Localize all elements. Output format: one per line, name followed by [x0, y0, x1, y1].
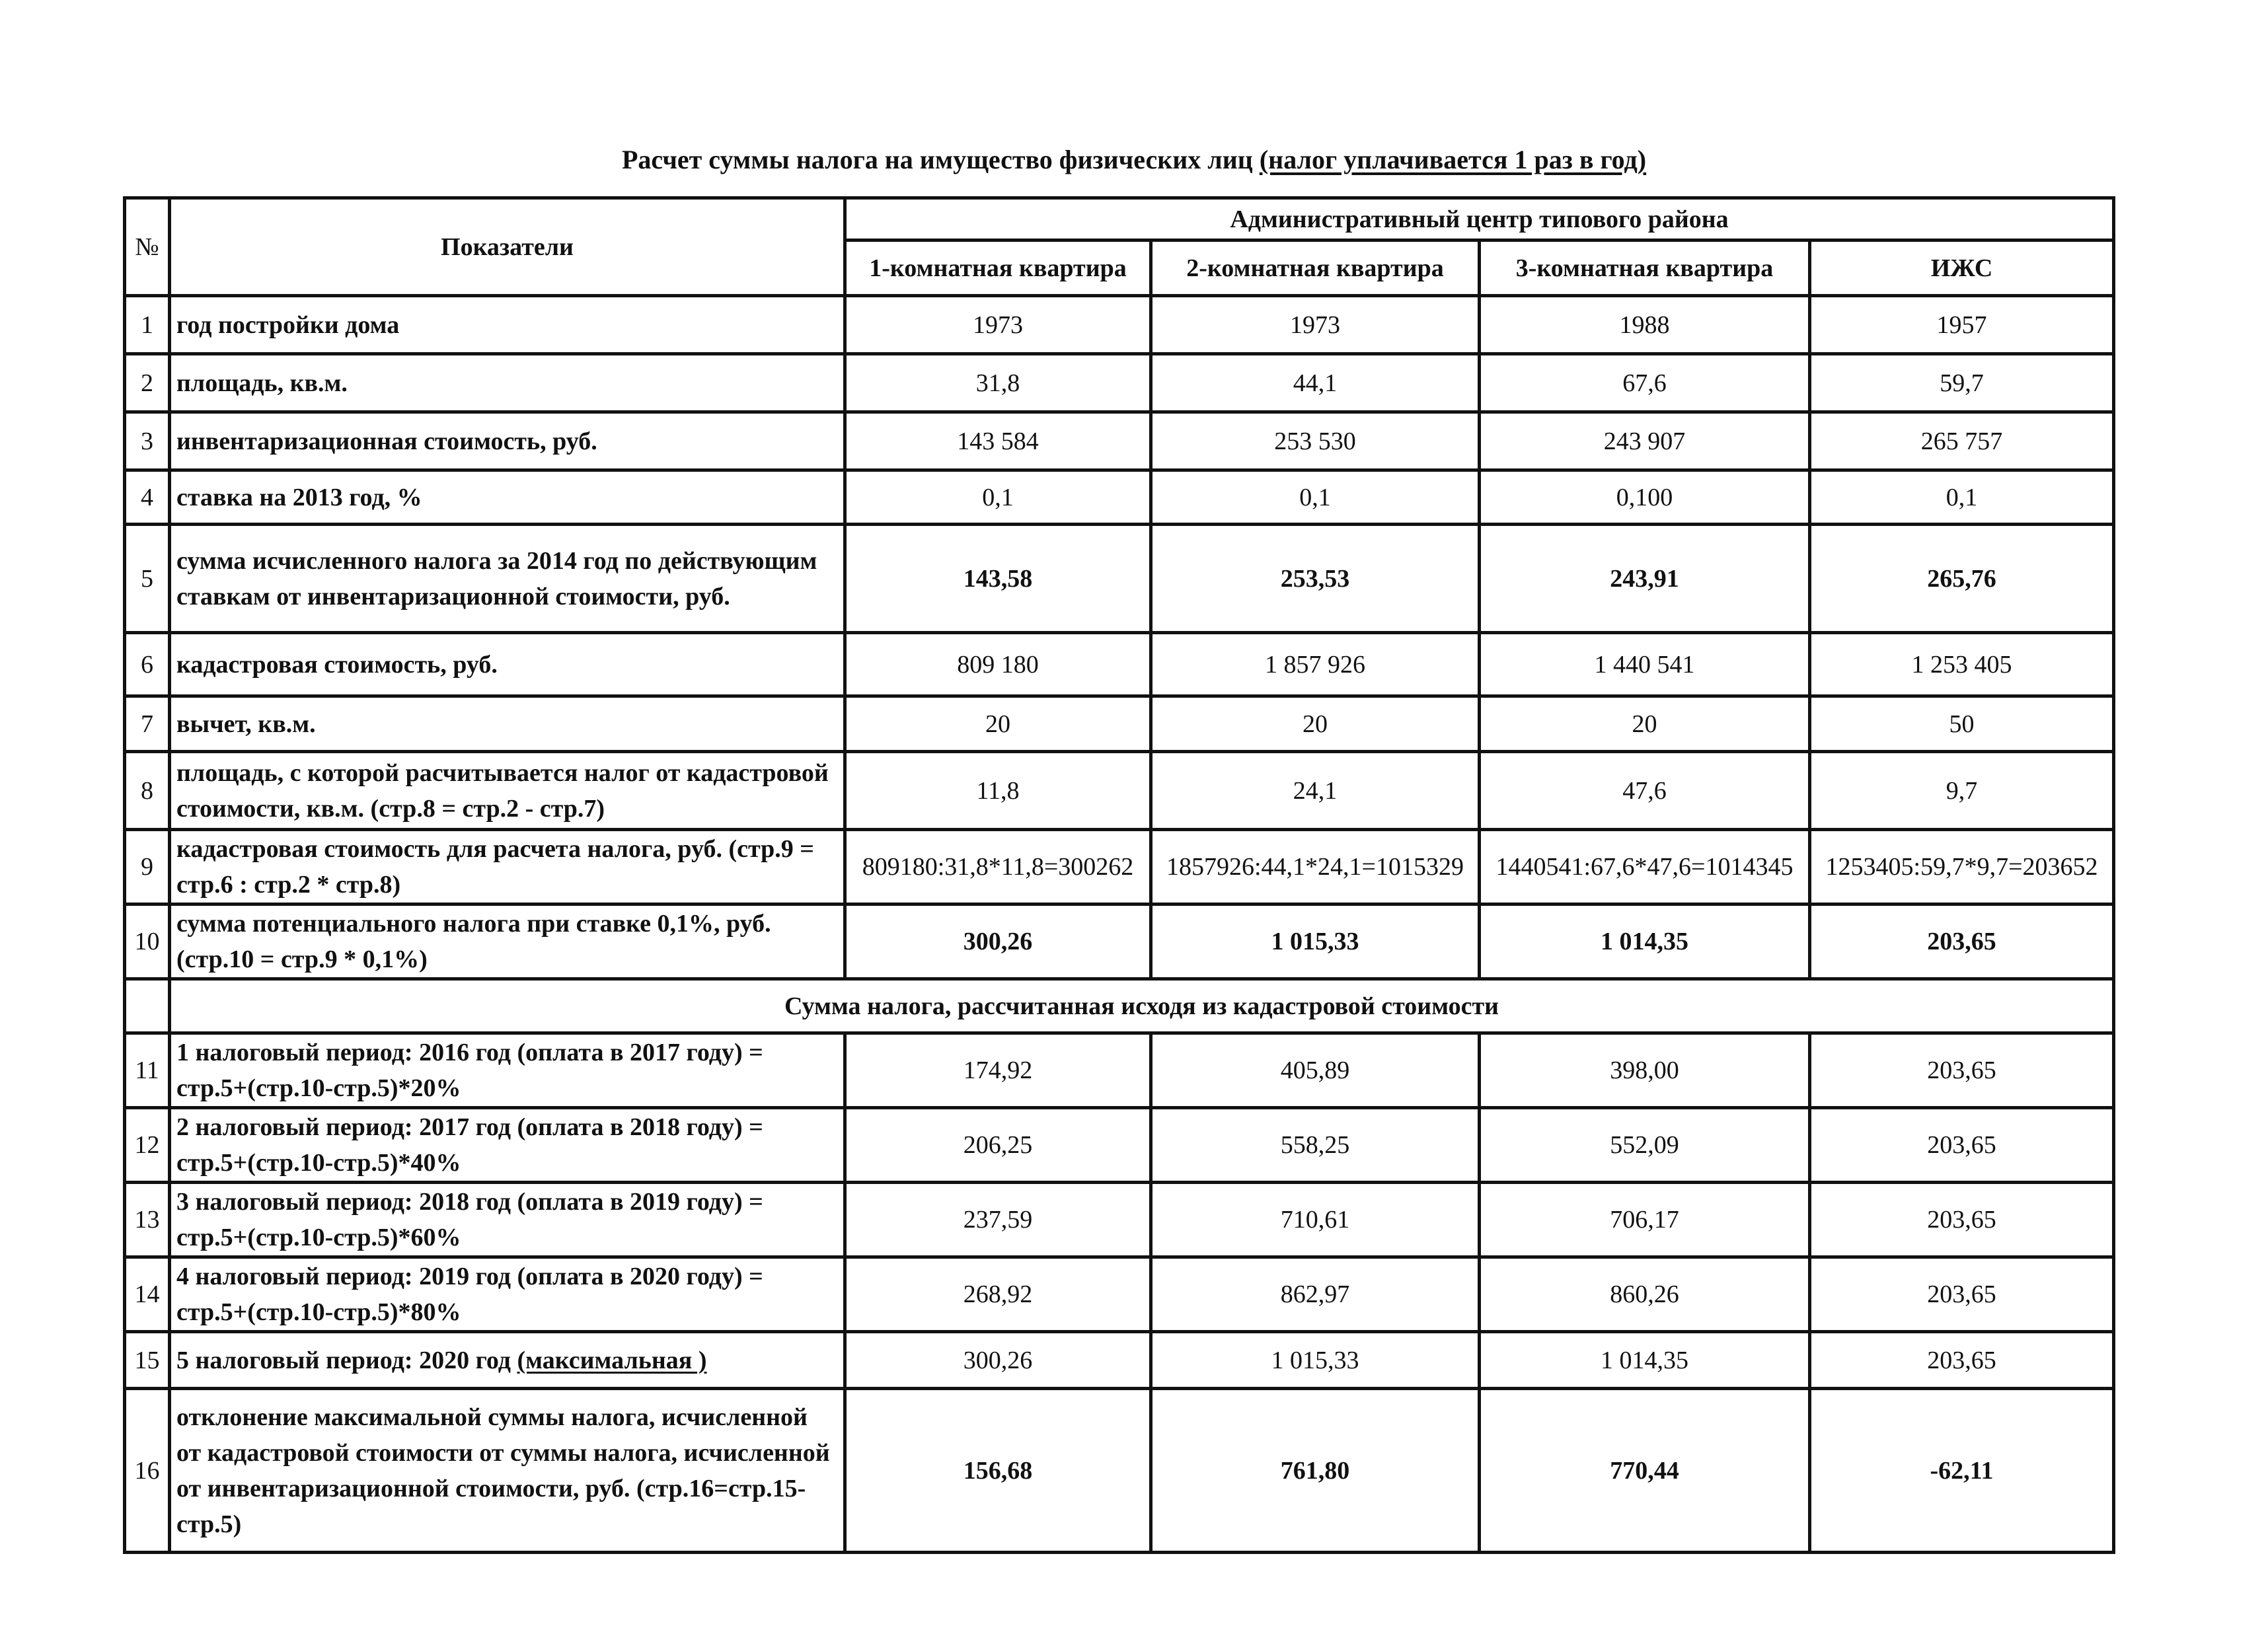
row-number: 2: [125, 354, 170, 412]
row-label: инвентаризационная стоимость, руб.: [170, 412, 845, 470]
page-title: [0, 140, 2268, 180]
table-row: [125, 412, 2114, 470]
cell-value: 1988: [1480, 296, 1810, 354]
row-number: 4: [125, 470, 170, 525]
cell-value: 1440541:67,6*47,6=1014345: [1480, 830, 1810, 905]
cell-value: -62,11: [1810, 1389, 2114, 1553]
cell-value: 1957: [1810, 296, 2114, 354]
cell-value: 44,1: [1151, 354, 1480, 412]
cell-value: 67,6: [1480, 354, 1810, 412]
table-row: [125, 296, 2114, 354]
cell-value: 1 014,35: [1480, 1332, 1810, 1389]
row-number: 9: [125, 830, 170, 905]
row-label: площадь, с которой расчитывается налог от кадастровой стоимости, кв.м. (стр.8 = стр.2 - стр.7): [170, 752, 845, 830]
cell-value: 265,76: [1810, 525, 2114, 633]
cell-value: 710,61: [1151, 1183, 1480, 1257]
row-label: сумма потенциального налога при ставке 0,1%, руб. (стр.10 = стр.9 * 0,1%): [170, 905, 845, 979]
row-label: год постройки дома: [170, 296, 845, 354]
table-row: [125, 905, 2114, 979]
cell-value: 20: [845, 696, 1151, 752]
cell-value: 143 584: [845, 412, 1151, 470]
table-row: [125, 354, 2114, 412]
row-number: 14: [125, 1257, 170, 1332]
title-underlined: (налог уплачивается 1 раз в год): [1259, 145, 1647, 174]
row-number: 12: [125, 1108, 170, 1183]
row-number: 7: [125, 696, 170, 752]
cell-value: 206,25: [845, 1108, 1151, 1183]
table-row: [125, 752, 2114, 830]
cell-value: 1857926:44,1*24,1=1015329: [1151, 830, 1480, 905]
cell-value: 0,1: [1151, 470, 1480, 525]
cell-value: 203,65: [1810, 1332, 2114, 1389]
cell-value: 243 907: [1480, 412, 1810, 470]
table-row: [125, 1389, 2114, 1553]
cell-value: 31,8: [845, 354, 1151, 412]
table-row: [125, 1108, 2114, 1183]
row-number: 5: [125, 525, 170, 633]
cell-value: 20: [1480, 696, 1810, 752]
cell-value: 0,1: [845, 470, 1151, 525]
cell-value: 1 253 405: [1810, 633, 2114, 696]
row-label: вычет, кв.м.: [170, 696, 845, 752]
cell-value: 268,92: [845, 1257, 1151, 1332]
cell-value: 1 014,35: [1480, 905, 1810, 979]
table-row: [125, 470, 2114, 525]
cell-value: 558,25: [1151, 1108, 1480, 1183]
cell-value: 50: [1810, 696, 2114, 752]
section-title: Сумма налога, рассчитанная исходя из кадастровой стоимости: [170, 979, 2114, 1033]
cell-value: 1 440 541: [1480, 633, 1810, 696]
header-col-4: ИЖС: [1810, 240, 2114, 296]
row-label: [170, 1332, 845, 1389]
row-label: сумма исчисленного налога за 2014 год по действующим ставкам от инвентаризационной стоимости, руб.: [170, 525, 845, 633]
cell-value: 174,92: [845, 1033, 1151, 1108]
row-label: ставка на 2013 год, %: [170, 470, 845, 525]
cell-value: 809180:31,8*11,8=300262: [845, 830, 1151, 905]
cell-value: 1973: [1151, 296, 1480, 354]
cell-value: 20: [1151, 696, 1480, 752]
row-label: 3 налоговый период: 2018 год (оплата в 2019 году) = стр.5+(стр.10-стр.5)*60%: [170, 1183, 845, 1257]
tax-calculation-table: [123, 196, 2115, 1554]
cell-value: 761,80: [1151, 1389, 1480, 1553]
cell-value: 770,44: [1480, 1389, 1810, 1553]
row-label-prefix: 5 налоговый период: 2020 год: [176, 1346, 517, 1374]
row-number: 1: [125, 296, 170, 354]
cell-value: 9,7: [1810, 752, 2114, 830]
header-col-2: 2-комнатная квартира: [1151, 240, 1480, 296]
cell-value: 59,7: [1810, 354, 2114, 412]
row-label: кадастровая стоимость, руб.: [170, 633, 845, 696]
table-row: [125, 1183, 2114, 1257]
cell-value: 1973: [845, 296, 1151, 354]
row-number: 8: [125, 752, 170, 830]
cell-value: 1 015,33: [1151, 1332, 1480, 1389]
cell-value: 24,1: [1151, 752, 1480, 830]
cell-value: 11,8: [845, 752, 1151, 830]
row-label: отклонение максимальной суммы налога, исчисленной от кадастровой стоимости от суммы налога, исчисленной от инвентаризационной стоимости, руб. (стр.16=стр.15-стр.5): [170, 1389, 845, 1553]
row-label: площадь, кв.м.: [170, 354, 845, 412]
cell-value: 860,26: [1480, 1257, 1810, 1332]
cell-value: 243,91: [1480, 525, 1810, 633]
row-number: 6: [125, 633, 170, 696]
row-number: 11: [125, 1033, 170, 1108]
cell-value: 300,26: [845, 905, 1151, 979]
header-group: Административный центр типового района: [845, 198, 2114, 240]
header-num: №: [125, 198, 170, 296]
cell-value: 1 015,33: [1151, 905, 1480, 979]
table-row: [125, 696, 2114, 752]
header-indicators: Показатели: [170, 198, 845, 296]
table-row: [125, 830, 2114, 905]
cell-value: 203,65: [1810, 1108, 2114, 1183]
cell-value: 398,00: [1480, 1033, 1810, 1108]
cell-value: 0,100: [1480, 470, 1810, 525]
cell-value: 143,58: [845, 525, 1151, 633]
row-label: 1 налоговый период: 2016 год (оплата в 2017 году) = стр.5+(стр.10-стр.5)*20%: [170, 1033, 845, 1108]
section-num-cell: [125, 979, 170, 1033]
cell-value: 1 857 926: [1151, 633, 1480, 696]
cell-value: 862,97: [1151, 1257, 1480, 1332]
cell-value: 552,09: [1480, 1108, 1810, 1183]
table-row: [125, 1332, 2114, 1389]
header-row-1: [125, 198, 2114, 240]
row-label: 4 налоговый период: 2019 год (оплата в 2020 году) = стр.5+(стр.10-стр.5)*80%: [170, 1257, 845, 1332]
cell-value: 156,68: [845, 1389, 1151, 1553]
table-row: [125, 1033, 2114, 1108]
row-label: кадастровая стоимость для расчета налога, руб. (стр.9 = стр.6 : стр.2 * стр.8): [170, 830, 845, 905]
row-number: 10: [125, 905, 170, 979]
cell-value: 47,6: [1480, 752, 1810, 830]
row-number: 16: [125, 1389, 170, 1553]
row-label: 2 налоговый период: 2017 год (оплата в 2018 году) = стр.5+(стр.10-стр.5)*40%: [170, 1108, 845, 1183]
table-row: [125, 525, 2114, 633]
header-col-1: 1-комнатная квартира: [845, 240, 1151, 296]
cell-value: 1253405:59,7*9,7=203652: [1810, 830, 2114, 905]
row-number: 13: [125, 1183, 170, 1257]
cell-value: 706,17: [1480, 1183, 1810, 1257]
cell-value: 237,59: [845, 1183, 1151, 1257]
cell-value: 203,65: [1810, 1183, 2114, 1257]
header-col-3: 3-комнатная квартира: [1480, 240, 1810, 296]
row-number: 15: [125, 1332, 170, 1389]
section-row: [125, 979, 2114, 1033]
cell-value: 253 530: [1151, 412, 1480, 470]
cell-value: 809 180: [845, 633, 1151, 696]
cell-value: 265 757: [1810, 412, 2114, 470]
table-row: [125, 1257, 2114, 1332]
cell-value: 203,65: [1810, 1257, 2114, 1332]
cell-value: 203,65: [1810, 905, 2114, 979]
cell-value: 405,89: [1151, 1033, 1480, 1108]
title-main: Расчет суммы налога на имущество физических лиц: [621, 145, 1253, 174]
table-row: [125, 633, 2114, 696]
row-label-underlined: (максимальная ): [517, 1346, 707, 1374]
cell-value: 300,26: [845, 1332, 1151, 1389]
row-number: 3: [125, 412, 170, 470]
cell-value: 253,53: [1151, 525, 1480, 633]
cell-value: 203,65: [1810, 1033, 2114, 1108]
cell-value: 0,1: [1810, 470, 2114, 525]
